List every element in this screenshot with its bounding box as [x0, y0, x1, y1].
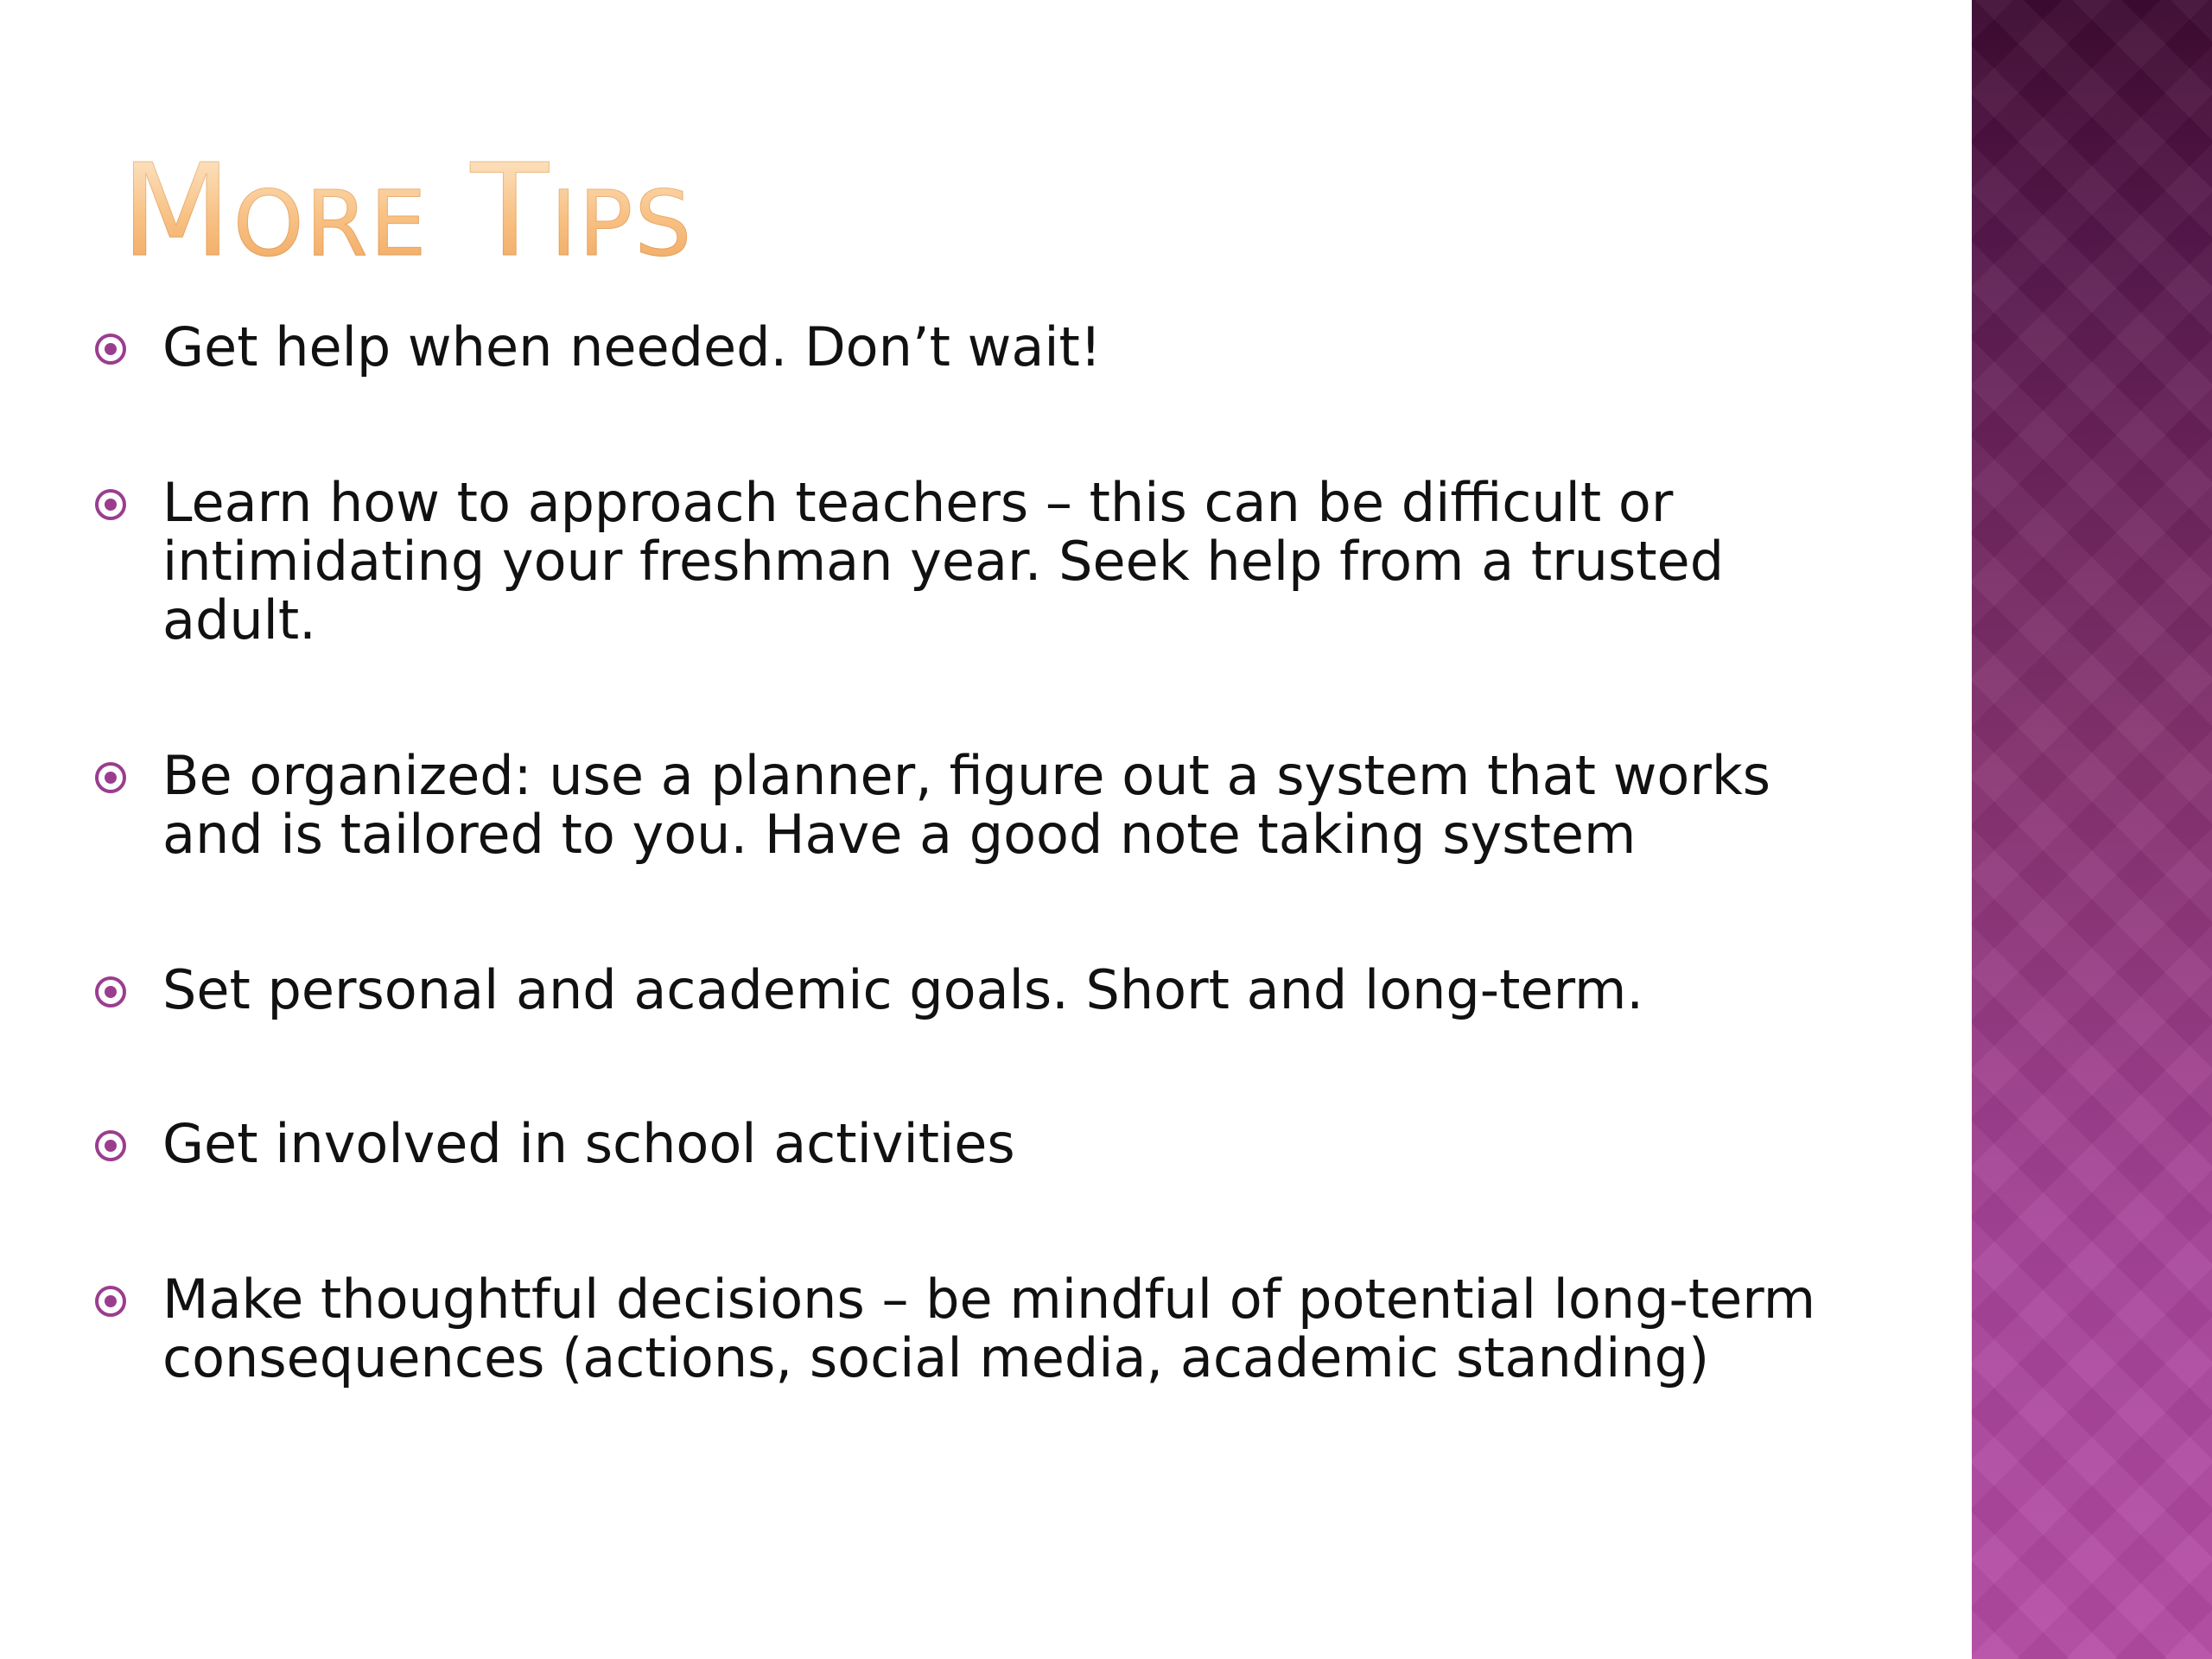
decorative-side-band: [1972, 0, 2212, 1659]
circled-dot-icon: [95, 1130, 126, 1161]
bullet-item: [95, 958, 1823, 1021]
bullet-item: [95, 471, 1823, 652]
bullet-item: [95, 315, 1823, 378]
bullet-text: Get involved in school activities: [162, 1112, 1015, 1175]
bullet-text: Get help when needed. Don’t wait!: [162, 315, 1102, 378]
bullet-text: Set personal and academic goals. Short and long-term.: [162, 958, 1644, 1021]
bullet-item: [95, 744, 1823, 866]
circled-dot-icon: [95, 762, 126, 793]
slide-title: More Tips: [121, 137, 694, 285]
bullet-item: [95, 1270, 1823, 1388]
bullet-text: Learn how to approach teachers – this can be difficult or intimidating your freshman year. Seek help from a trusted adult.: [162, 471, 1725, 652]
circled-dot-icon: [95, 489, 126, 520]
bullet-item: [95, 1112, 1823, 1175]
circled-dot-icon: [95, 1286, 126, 1317]
circled-dot-icon: [95, 976, 126, 1007]
bullet-text: Be organized: use a planner, figure out a system that works and is tailored to you. Have a good note taking system: [162, 744, 1771, 866]
circled-dot-icon: [95, 334, 126, 365]
bullet-text: Make thoughtful decisions – be mindful of potential long-term consequences (actions, social media, academic standing): [162, 1268, 1816, 1389]
